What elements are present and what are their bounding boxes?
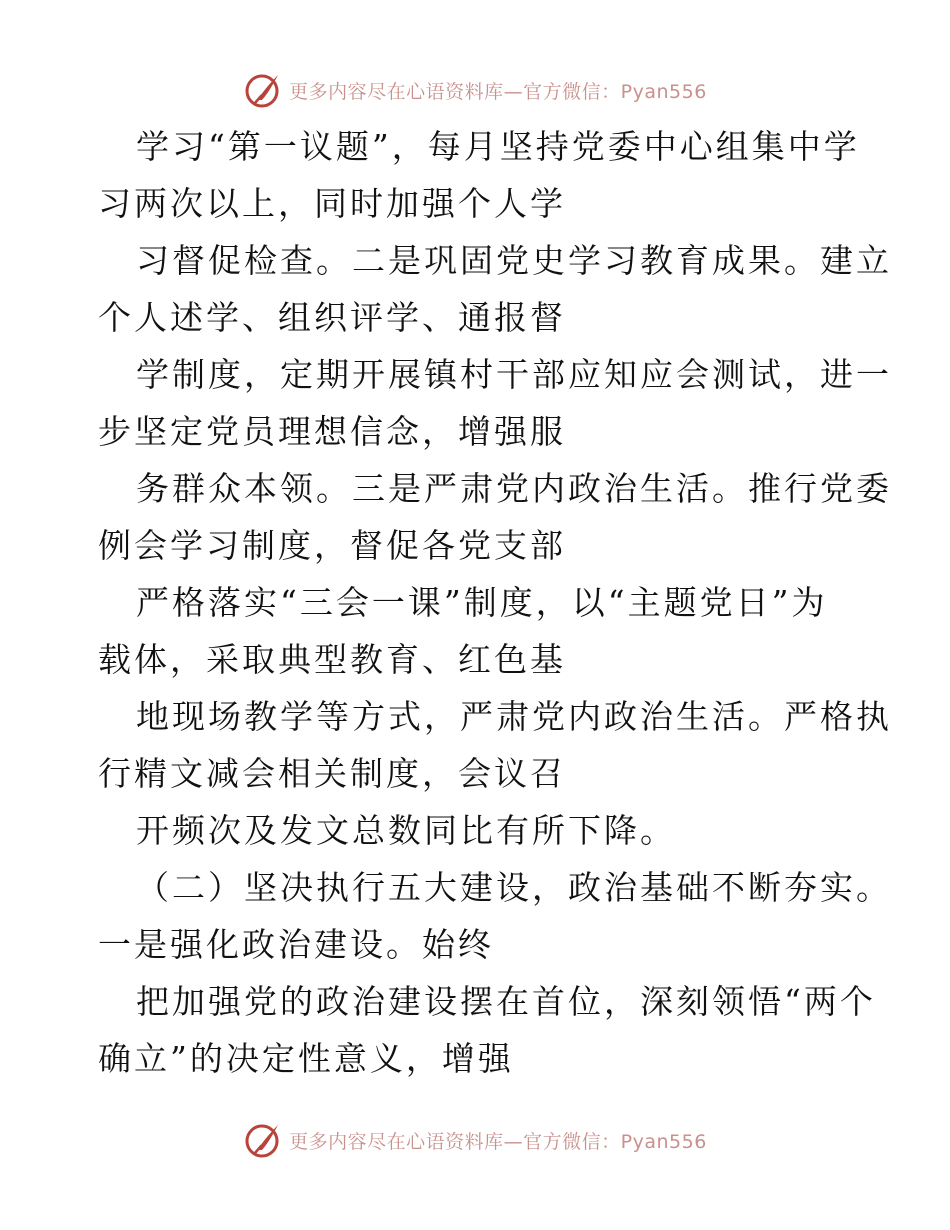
text-line: 个人述学、组织评学、通报督: [98, 298, 566, 337]
footer-watermark: [0, 1118, 950, 1162]
text-line: 载体，采取典型教育、红色基: [98, 640, 566, 679]
text-line: 行精文减会相关制度，会议召: [98, 754, 566, 793]
text-line: 例会学习制度，督促各党支部: [98, 526, 566, 565]
watermark-text: 更多内容尽在心语资料库—官方微信：Pyan556: [289, 1130, 707, 1153]
text-line: 步坚定党员理想信念，增强服: [98, 412, 566, 451]
watermark-text: 更多内容尽在心语资料库—官方微信：Pyan556: [289, 80, 707, 103]
text-line: 把加强党的政治建设摆在首位，深刻领悟“两个: [136, 982, 876, 1021]
text-line: 严格落实“三会一课”制度，以“主题党日”为: [136, 583, 828, 622]
text-line: 习两次以上，同时加强个人学: [98, 184, 566, 223]
text-line: 地现场教学等方式，严肃党内政治生活。严格执: [136, 697, 892, 736]
feather-pen-logo-icon: [243, 70, 283, 110]
text-line: 学习“第一议题”，每月坚持党委中心组集中学: [136, 127, 860, 166]
text-line: 一是强化政治建设。始终: [98, 925, 494, 964]
text-line: 务群众本领。三是严肃党内政治生活。推行党委: [136, 469, 892, 508]
header-watermark: [0, 68, 950, 112]
text-line: （二）坚决执行五大建设，政治基础不断夯实。: [136, 868, 892, 907]
text-line: 习督促检查。二是巩固党史学习教育成果。建立: [136, 241, 892, 280]
body-text: [98, 118, 892, 1087]
text-line: 确立”的决定性意义，增强: [98, 1039, 514, 1078]
feather-pen-logo-icon: [243, 1120, 283, 1160]
text-line: 学制度，定期开展镇村干部应知应会测试，进一: [136, 355, 892, 394]
text-line: 开频次及发文总数同比有所下降。: [136, 811, 676, 850]
